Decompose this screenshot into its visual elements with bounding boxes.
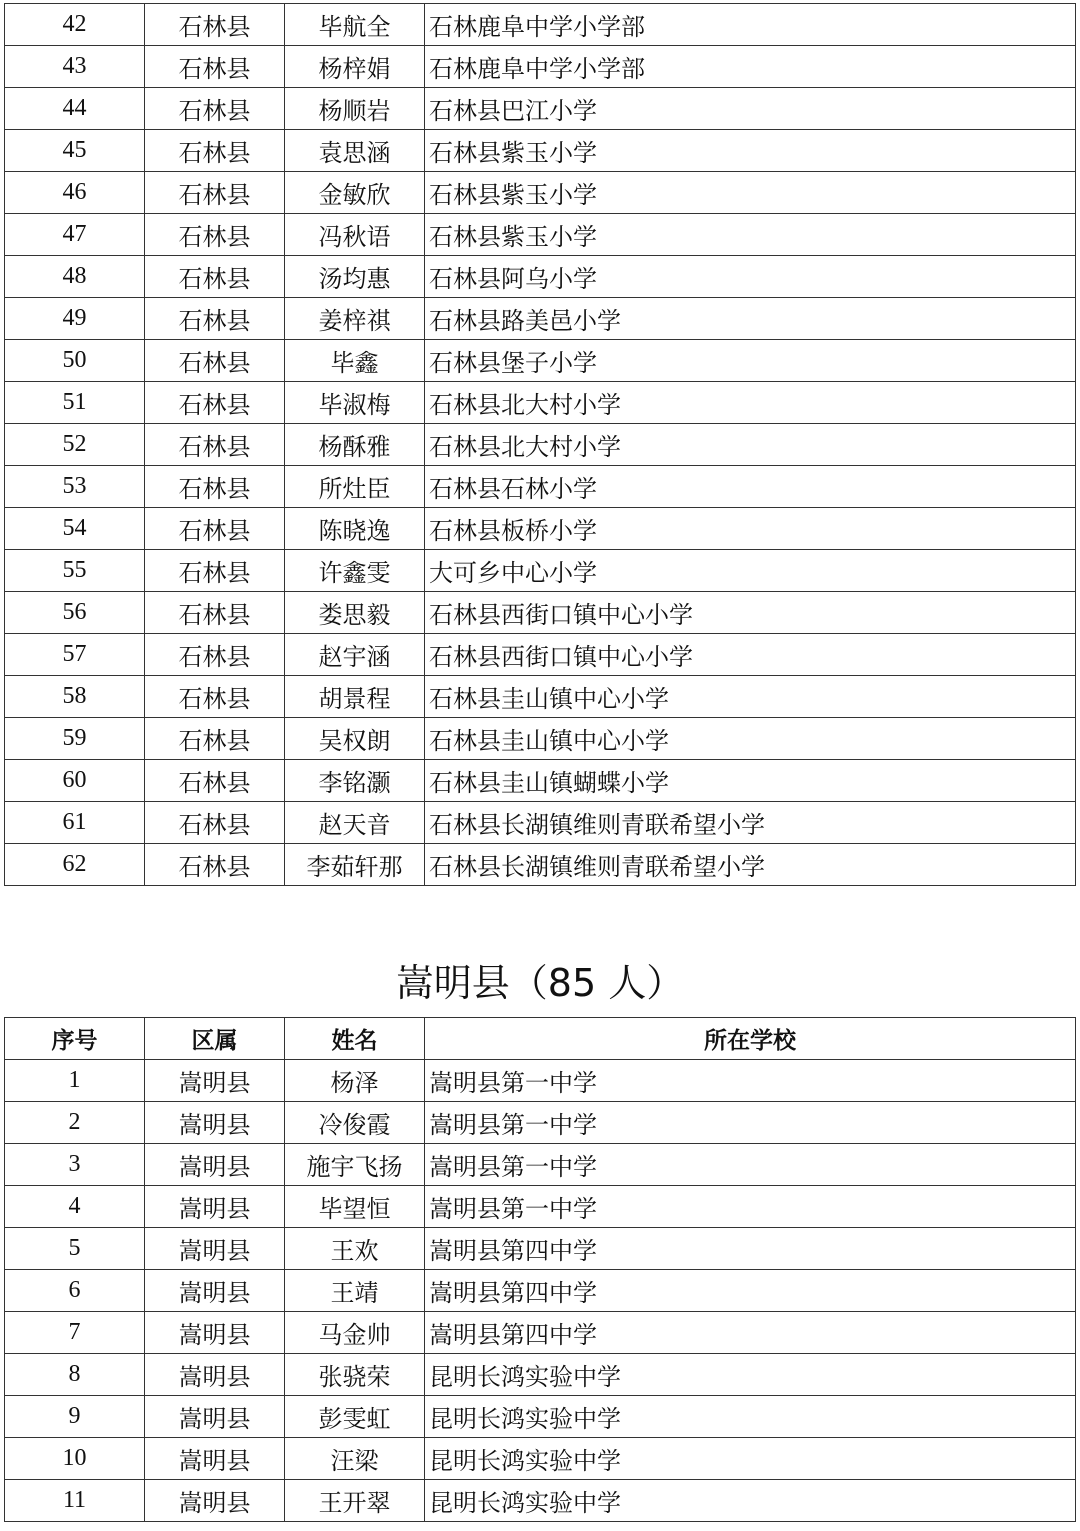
cell-name: 金敏欣: [285, 172, 425, 214]
cell-school: 嵩明县第一中学: [425, 1186, 1076, 1228]
cell-school: 石林县圭山镇中心小学: [425, 718, 1076, 760]
cell-district: 嵩明县: [145, 1228, 285, 1270]
cell-name: 汤均惠: [285, 256, 425, 298]
cell-name: 杨梓娟: [285, 46, 425, 88]
cell-name: 冷俊霞: [285, 1102, 425, 1144]
cell-name: 毕鑫: [285, 340, 425, 382]
cell-school: 嵩明县第四中学: [425, 1270, 1076, 1312]
cell-name: 王欢: [285, 1228, 425, 1270]
cell-no: 2: [5, 1102, 145, 1144]
cell-district: 石林县: [145, 130, 285, 172]
cell-district: 石林县: [145, 46, 285, 88]
cell-no: 57: [5, 634, 145, 676]
cell-no: 42: [5, 4, 145, 46]
cell-name: 李茹轩那: [285, 844, 425, 886]
cell-no: 59: [5, 718, 145, 760]
cell-name: 毕淑梅: [285, 382, 425, 424]
cell-name: 所灶臣: [285, 466, 425, 508]
cell-school: 石林县板桥小学: [425, 508, 1076, 550]
cell-name: 杨泽: [285, 1060, 425, 1102]
cell-school: 石林县阿乌小学: [425, 256, 1076, 298]
cell-no: 60: [5, 760, 145, 802]
table-row: [5, 214, 1076, 256]
table-row: [5, 1270, 1076, 1312]
cell-district: 嵩明县: [145, 1144, 285, 1186]
table-row: [5, 256, 1076, 298]
cell-no: 49: [5, 298, 145, 340]
cell-school: 石林县堡子小学: [425, 340, 1076, 382]
cell-no: 50: [5, 340, 145, 382]
cell-name: 汪梁: [285, 1438, 425, 1480]
header-no: 序号: [5, 1018, 145, 1060]
cell-school: 石林县紫玉小学: [425, 214, 1076, 256]
cell-no: 48: [5, 256, 145, 298]
cell-school: 昆明长鸿实验中学: [425, 1354, 1076, 1396]
cell-district: 石林县: [145, 802, 285, 844]
cell-district: 石林县: [145, 508, 285, 550]
cell-name: 赵宇涵: [285, 634, 425, 676]
cell-school: 大可乡中心小学: [425, 550, 1076, 592]
cell-no: 56: [5, 592, 145, 634]
table-row: [5, 298, 1076, 340]
table-row: [5, 172, 1076, 214]
cell-name: 陈晓逸: [285, 508, 425, 550]
cell-name: 王靖: [285, 1270, 425, 1312]
header-name: 姓名: [285, 1018, 425, 1060]
cell-no: 43: [5, 46, 145, 88]
cell-school: 昆明长鸿实验中学: [425, 1438, 1076, 1480]
cell-name: 王开翠: [285, 1480, 425, 1522]
cell-name: 吴权朗: [285, 718, 425, 760]
table-row: [5, 466, 1076, 508]
cell-no: 62: [5, 844, 145, 886]
cell-no: 53: [5, 466, 145, 508]
cell-no: 54: [5, 508, 145, 550]
cell-school: 石林县长湖镇维则青联希望小学: [425, 802, 1076, 844]
cell-no: 7: [5, 1312, 145, 1354]
cell-no: 55: [5, 550, 145, 592]
table-row: [5, 760, 1076, 802]
cell-name: 张骁荣: [285, 1354, 425, 1396]
cell-school: 石林县圭山镇中心小学: [425, 676, 1076, 718]
table-row: [5, 1060, 1076, 1102]
cell-district: 嵩明县: [145, 1060, 285, 1102]
cell-district: 石林县: [145, 88, 285, 130]
cell-no: 45: [5, 130, 145, 172]
songming-student-table: [4, 1017, 1076, 1522]
cell-name: 娄思毅: [285, 592, 425, 634]
cell-no: 6: [5, 1270, 145, 1312]
cell-name: 冯秋语: [285, 214, 425, 256]
cell-no: 44: [5, 88, 145, 130]
cell-no: 51: [5, 382, 145, 424]
table-row: [5, 130, 1076, 172]
cell-district: 石林县: [145, 550, 285, 592]
table-row: [5, 1228, 1076, 1270]
cell-no: 1: [5, 1060, 145, 1102]
cell-school: 石林县西街口镇中心小学: [425, 592, 1076, 634]
cell-school: 石林县紫玉小学: [425, 130, 1076, 172]
cell-school: 石林县紫玉小学: [425, 172, 1076, 214]
cell-no: 47: [5, 214, 145, 256]
table-row: [5, 4, 1076, 46]
cell-name: 袁思涵: [285, 130, 425, 172]
cell-school: 石林县北大村小学: [425, 382, 1076, 424]
cell-school: 石林县巴江小学: [425, 88, 1076, 130]
cell-no: 61: [5, 802, 145, 844]
cell-no: 52: [5, 424, 145, 466]
table-row: [5, 1102, 1076, 1144]
cell-district: 嵩明县: [145, 1270, 285, 1312]
cell-name: 毕望恒: [285, 1186, 425, 1228]
cell-district: 石林县: [145, 844, 285, 886]
table-row: [5, 340, 1076, 382]
shilin-student-table: [4, 3, 1076, 886]
table-row: [5, 1186, 1076, 1228]
cell-no: 46: [5, 172, 145, 214]
cell-district: 石林县: [145, 214, 285, 256]
cell-district: 石林县: [145, 634, 285, 676]
cell-district: 石林县: [145, 256, 285, 298]
cell-district: 石林县: [145, 382, 285, 424]
cell-district: 石林县: [145, 592, 285, 634]
cell-district: 石林县: [145, 718, 285, 760]
cell-no: 3: [5, 1144, 145, 1186]
cell-name: 杨顺岩: [285, 88, 425, 130]
cell-district: 石林县: [145, 340, 285, 382]
table-row: [5, 46, 1076, 88]
cell-name: 姜梓祺: [285, 298, 425, 340]
table-header-row: [5, 1018, 1076, 1060]
cell-name: 杨酥雅: [285, 424, 425, 466]
cell-school: 石林县路美邑小学: [425, 298, 1076, 340]
cell-district: 石林县: [145, 676, 285, 718]
table-row: [5, 1438, 1076, 1480]
cell-school: 嵩明县第四中学: [425, 1228, 1076, 1270]
cell-no: 10: [5, 1438, 145, 1480]
cell-no: 11: [5, 1480, 145, 1522]
cell-name: 胡景程: [285, 676, 425, 718]
table-row: [5, 382, 1076, 424]
table-row: [5, 508, 1076, 550]
cell-school: 石林鹿阜中学小学部: [425, 46, 1076, 88]
cell-name: 赵天音: [285, 802, 425, 844]
cell-school: 石林鹿阜中学小学部: [425, 4, 1076, 46]
cell-district: 石林县: [145, 172, 285, 214]
cell-name: 许鑫雯: [285, 550, 425, 592]
cell-district: 嵩明县: [145, 1438, 285, 1480]
cell-school: 石林县石林小学: [425, 466, 1076, 508]
table-row: [5, 592, 1076, 634]
cell-no: 9: [5, 1396, 145, 1438]
table-row: [5, 1312, 1076, 1354]
cell-district: 石林县: [145, 4, 285, 46]
table-row: [5, 88, 1076, 130]
cell-name: 彭雯虹: [285, 1396, 425, 1438]
cell-district: 嵩明县: [145, 1354, 285, 1396]
cell-district: 嵩明县: [145, 1102, 285, 1144]
cell-district: 嵩明县: [145, 1480, 285, 1522]
cell-district: 石林县: [145, 466, 285, 508]
cell-district: 嵩明县: [145, 1186, 285, 1228]
table-row: [5, 1144, 1076, 1186]
cell-school: 嵩明县第一中学: [425, 1060, 1076, 1102]
cell-district: 石林县: [145, 424, 285, 466]
table-row: [5, 844, 1076, 886]
cell-school: 嵩明县第一中学: [425, 1102, 1076, 1144]
table-row: [5, 1396, 1076, 1438]
cell-school: 石林县长湖镇维则青联希望小学: [425, 844, 1076, 886]
section-title: 嵩明县（85 人）: [395, 961, 685, 1005]
table-row: [5, 676, 1076, 718]
cell-school: 嵩明县第一中学: [425, 1144, 1076, 1186]
cell-district: 石林县: [145, 298, 285, 340]
cell-name: 毕航全: [285, 4, 425, 46]
table-row: [5, 424, 1076, 466]
cell-name: 李铭灏: [285, 760, 425, 802]
cell-district: 嵩明县: [145, 1312, 285, 1354]
cell-school: 石林县西街口镇中心小学: [425, 634, 1076, 676]
header-school: 所在学校: [425, 1018, 1076, 1060]
cell-no: 8: [5, 1354, 145, 1396]
table-row: [5, 550, 1076, 592]
table-row: [5, 802, 1076, 844]
cell-district: 石林县: [145, 760, 285, 802]
table-row: [5, 1354, 1076, 1396]
cell-name: 施宇飞扬: [285, 1144, 425, 1186]
cell-school: 昆明长鸿实验中学: [425, 1480, 1076, 1522]
header-district: 区属: [145, 1018, 285, 1060]
cell-school: 嵩明县第四中学: [425, 1312, 1076, 1354]
cell-school: 昆明长鸿实验中学: [425, 1396, 1076, 1438]
cell-no: 5: [5, 1228, 145, 1270]
cell-no: 4: [5, 1186, 145, 1228]
table-row: [5, 1480, 1076, 1522]
table-row: [5, 634, 1076, 676]
table-row: [5, 718, 1076, 760]
cell-school: 石林县北大村小学: [425, 424, 1076, 466]
cell-name: 马金帅: [285, 1312, 425, 1354]
cell-school: 石林县圭山镇蝴蝶小学: [425, 760, 1076, 802]
cell-no: 58: [5, 676, 145, 718]
cell-district: 嵩明县: [145, 1396, 285, 1438]
